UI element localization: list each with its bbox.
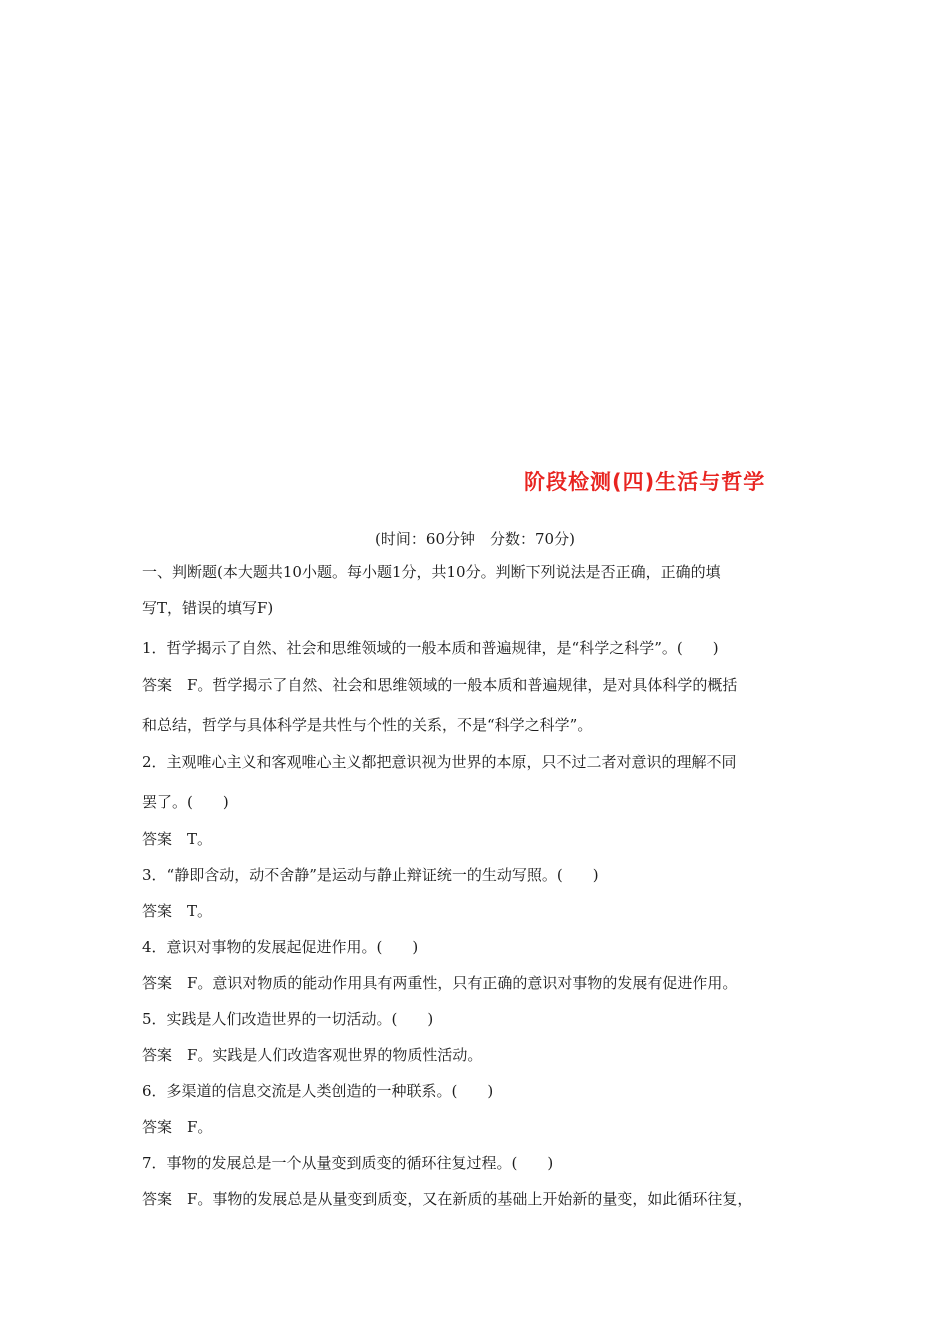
- question-2-line-1: 2．主观唯心主义和客观唯心主义都把意识视为世界的本原，只不过二者对意识的理解不同: [142, 753, 737, 771]
- question-3: 3．“静即含动，动不舍静”是运动与静止辩证统一的生动写照。( ): [142, 866, 599, 884]
- answer-7: 答案 F。事物的发展总是从量变到质变，又在新质的基础上开始新的量变，如此循环往复，: [142, 1190, 753, 1208]
- answer-5: 答案 F。实践是人们改造客观世界的物质性活动。: [142, 1046, 483, 1064]
- question-1: 1．哲学揭示了自然、社会和思维领域的一般本质和普遍规律，是“科学之科学”。( ): [142, 639, 719, 657]
- document-title: 阶段检测(四)生活与哲学: [524, 470, 766, 494]
- answer-1-line-2: 和总结，哲学与具体科学是共性与个性的关系，不是“科学之科学”。: [142, 716, 593, 734]
- exam-info: (时间：60分钟 分数：70分): [375, 530, 575, 548]
- answer-6: 答案 F。: [142, 1118, 213, 1136]
- question-6: 6．多渠道的信息交流是人类创造的一种联系。( ): [142, 1082, 494, 1100]
- answer-1-line-1: 答案 F。哲学揭示了自然、社会和思维领域的一般本质和普遍规律，是对具体科学的概括: [142, 676, 738, 694]
- question-4: 4．意识对事物的发展起促进作用。( ): [142, 938, 419, 956]
- section-heading-line-1: 一、判断题(本大题共10小题。每小题1分，共10分。判断下列说法是否正确，正确的填: [142, 563, 721, 581]
- question-5: 5．实践是人们改造世界的一切活动。( ): [142, 1010, 434, 1028]
- question-7: 7．事物的发展总是一个从量变到质变的循环往复过程。( ): [142, 1154, 554, 1172]
- answer-4: 答案 F。意识对物质的能动作用具有两重性，只有正确的意识对事物的发展有促进作用。: [142, 974, 738, 992]
- answer-3: 答案 T。: [142, 902, 213, 920]
- answer-2: 答案 T。: [142, 830, 213, 848]
- question-2-line-2: 罢了。( ): [142, 793, 229, 811]
- section-heading-line-2: 写T，错误的填写F): [142, 599, 274, 617]
